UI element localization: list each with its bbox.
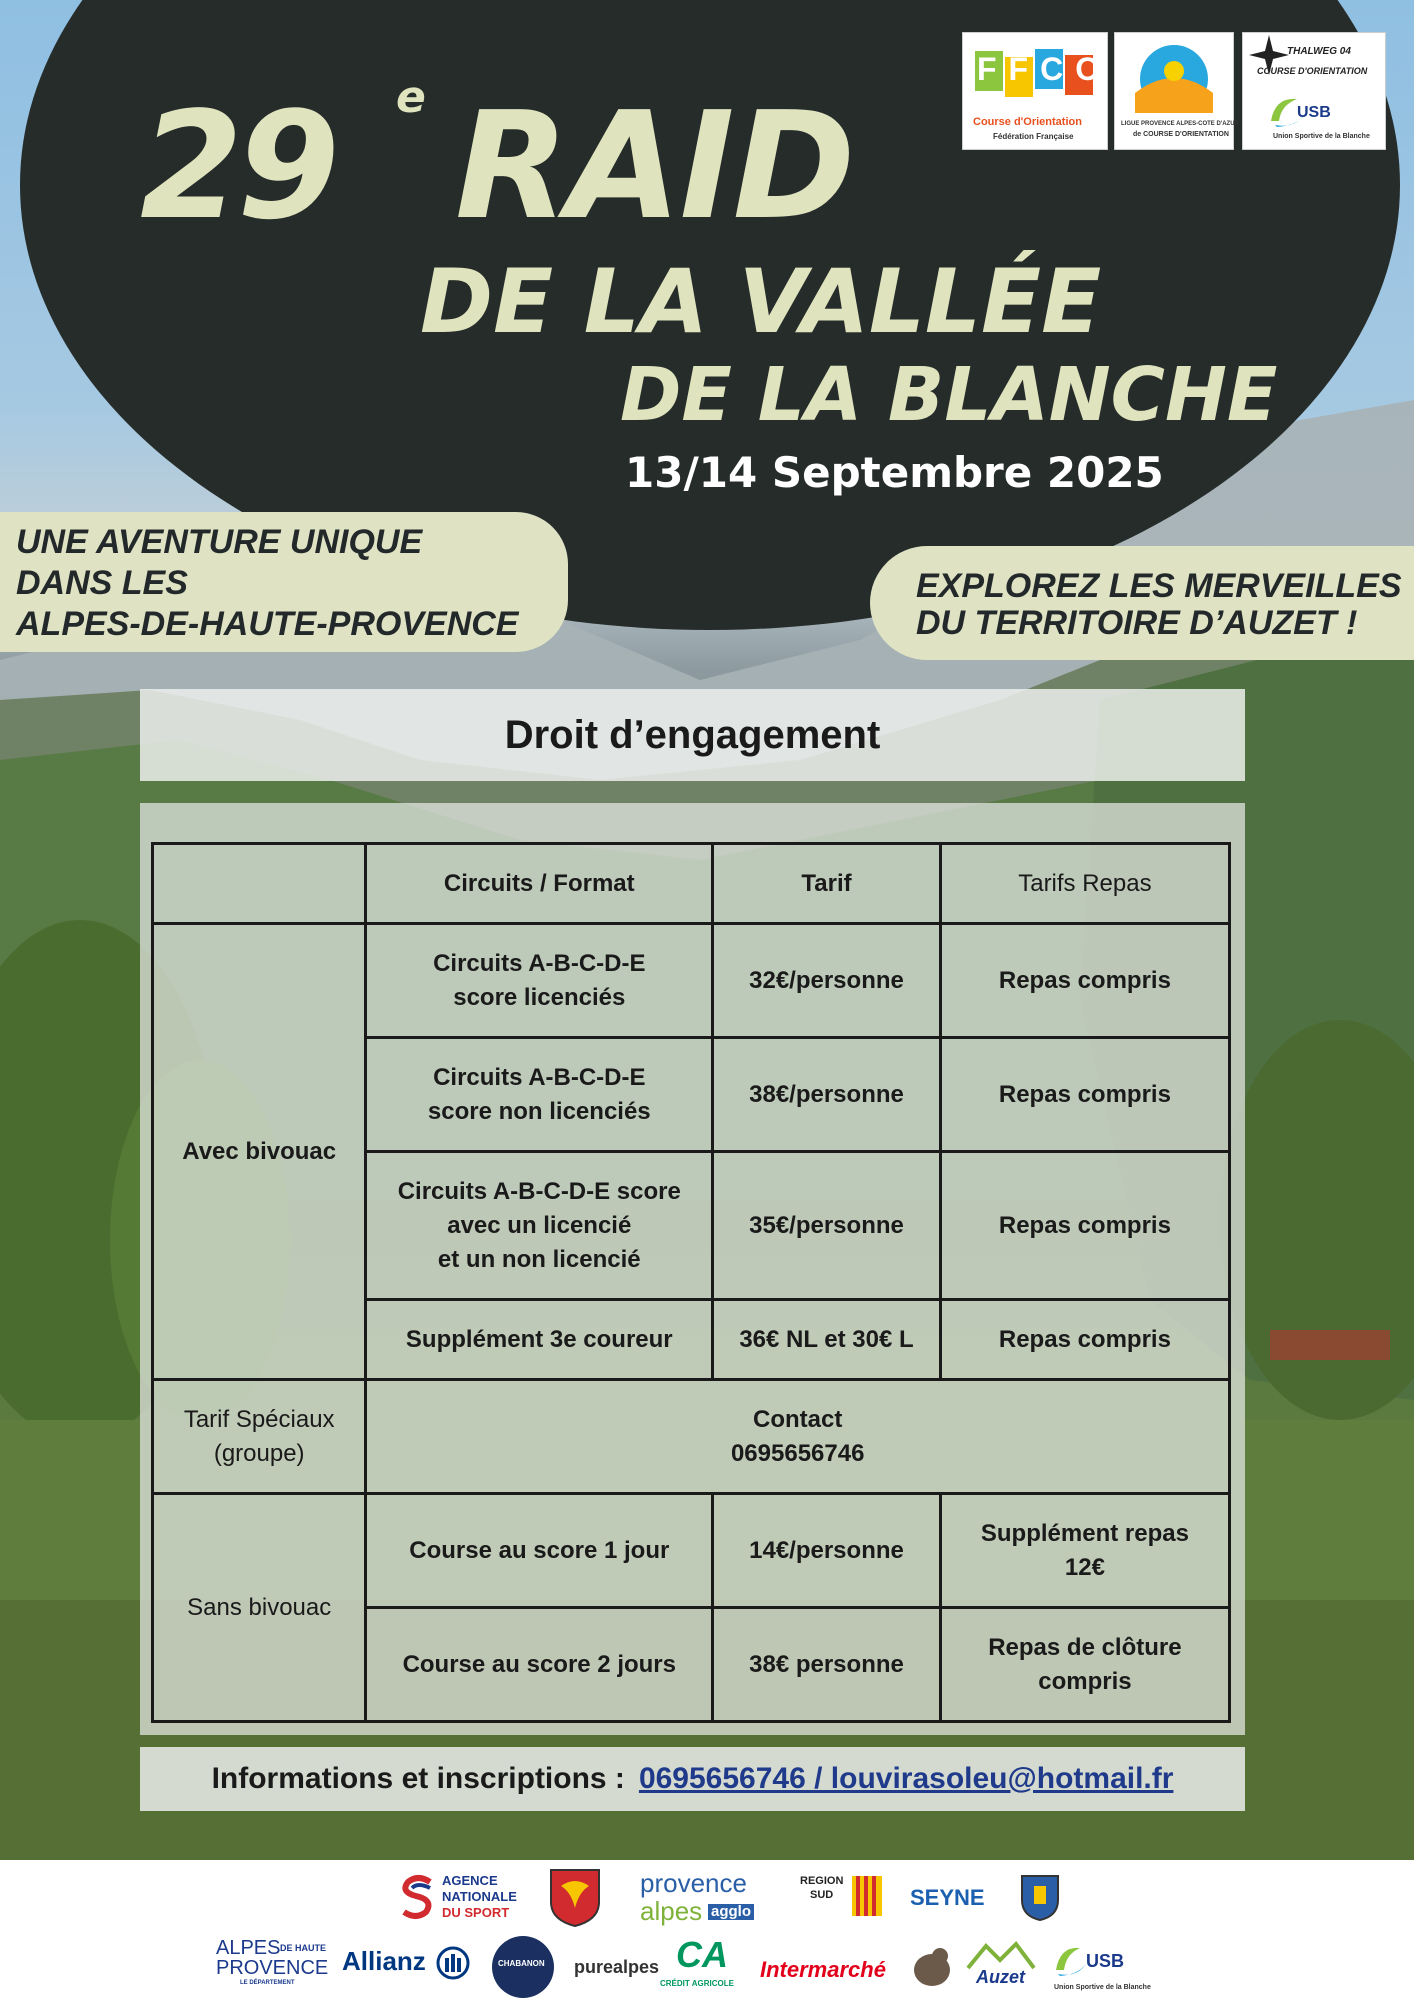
special-label-cell <box>153 1380 366 1494</box>
usb-sub: Union Sportive de la Blanche <box>1054 1984 1151 1991</box>
tagline-right <box>870 546 1414 660</box>
repas-cell: Repas compris <box>940 1152 1229 1300</box>
chabanon-text: CHABANON <box>498 1959 545 1968</box>
tarif-cell: 38€ personne <box>713 1608 941 1722</box>
info-label: Informations et inscriptions : <box>211 1762 625 1795</box>
auzet-text: Auzet <box>976 1967 1025 1987</box>
contact-link[interactable]: 0695656746 / louvirasoleu@hotmail.fr <box>638 1762 1174 1795</box>
ffco-line2: Fédération Française <box>993 132 1074 141</box>
thalweg-line1: THALWEG 04 <box>1287 46 1351 57</box>
title-vallee: DE LA VALLÉE <box>420 250 1102 353</box>
intermarche-logo: Intermarché <box>760 1957 886 1982</box>
provence-text: provence <box>640 1868 747 1898</box>
thalweg-usb-logo <box>1242 32 1386 150</box>
format-line: Circuits A-B-C-D-E <box>433 1063 646 1091</box>
ffco-line1: Course d'Orientation <box>973 116 1082 128</box>
repas-line: Repas de clôture <box>988 1633 1182 1661</box>
town-shield-icon <box>1020 1874 1060 1922</box>
region-line: SUD <box>810 1889 834 1901</box>
alpes-text: alpes <box>640 1896 703 1926</box>
repas-cell <box>940 1608 1229 1722</box>
tagline-left-line: ALPES-DE-HAUTE-PROVENCE <box>16 605 519 643</box>
format-cell <box>366 1152 713 1300</box>
sponsors-footer <box>0 1860 1414 2000</box>
ca-sub: CRÉDIT AGRICOLE <box>660 1979 734 1988</box>
auzet-logo <box>966 1940 1038 1996</box>
usb-logo <box>1052 1940 1170 1996</box>
table-row-special <box>153 1380 1230 1494</box>
ans-line: AGENCE <box>442 1873 498 1888</box>
allianz-text: Allianz <box>342 1946 426 1976</box>
allianz-emblem-icon <box>436 1946 470 1980</box>
format-line: avec un licencié <box>447 1211 632 1239</box>
tarif-cell: 36€ NL et 30€ L <box>713 1300 941 1380</box>
seyne-logo: SEYNE <box>910 1885 985 1910</box>
format-cell: Course au score 2 jours <box>366 1608 713 1722</box>
format-line: score licenciés <box>453 983 626 1011</box>
ligue-logo <box>1114 32 1239 150</box>
tagline-left-line: UNE AVENTURE UNIQUE <box>16 523 423 561</box>
ahp-line: DE HAUTE <box>280 1943 327 1953</box>
thalweg-line2: COURSE D'ORIENTATION <box>1257 66 1368 76</box>
bird-emblem-icon <box>910 1944 954 1990</box>
tagline-right-line: EXPLOREZ LES MERVEILLES <box>916 567 1402 605</box>
ans-s-icon <box>400 1874 436 1920</box>
format-cell: Course au score 1 jour <box>366 1494 713 1608</box>
thalweg-line3: Union Sportive de la Blanche <box>1273 133 1370 140</box>
fees-heading: Droit d’engagement <box>140 689 1245 781</box>
repas-cell: Repas compris <box>940 1300 1229 1380</box>
repas-line: 12€ <box>1064 1553 1105 1581</box>
ans-line: DU SPORT <box>442 1905 510 1920</box>
ffco-logo <box>962 32 1113 150</box>
thalweg-brand: USB <box>1297 104 1331 121</box>
ans-line: NATIONALE <box>442 1889 517 1904</box>
ca-text: CA <box>676 1934 728 1975</box>
tagline-left <box>0 512 568 652</box>
tarif-cell: 38€/personne <box>713 1038 941 1152</box>
credit-agricole-logo <box>660 1936 742 1996</box>
tarif-cell: 35€/personne <box>713 1152 941 1300</box>
allianz-logo <box>342 1946 472 1986</box>
tarif-cell: 32€/personne <box>713 924 941 1038</box>
agglo-text: agglo <box>708 1904 754 1920</box>
repas-cell: Repas compris <box>940 1038 1229 1152</box>
format-line: Circuits A-B-C-D-E <box>433 949 646 977</box>
table-row <box>153 924 1230 1038</box>
info-band <box>140 1747 1245 1811</box>
format-line: Circuits A-B-C-D-E score <box>397 1177 681 1205</box>
format-cell: Supplément 3e coureur <box>366 1300 713 1380</box>
table-header-row <box>153 844 1230 924</box>
ahp-sub: LE DÉPARTEMENT <box>240 1980 295 1986</box>
chabanon-logo <box>492 1936 554 1998</box>
format-cell <box>366 924 713 1038</box>
title-blanche: DE LA BLANCHE <box>620 352 1278 438</box>
header-cell-empty <box>153 844 366 924</box>
ahp-line: ALPES <box>216 1937 281 1959</box>
ans-logo <box>400 1870 530 1926</box>
tagline-left-line: DANS LES <box>16 564 188 602</box>
header-cell-tarif: Tarif <box>713 844 941 924</box>
header-cell-format: Circuits / Format <box>366 844 713 924</box>
ligue-line1: LIGUE PROVENCE ALPES-COTE D'AZUR <box>1121 121 1239 127</box>
repas-line: compris <box>1038 1667 1132 1695</box>
table-row <box>153 1494 1230 1608</box>
region-flag-icon <box>852 1876 882 1916</box>
region-line: REGION <box>800 1875 844 1887</box>
group-sans-bivouac: Sans bivouac <box>153 1494 366 1722</box>
ligue-line2: de COURSE D'ORIENTATION <box>1133 131 1229 138</box>
tagline-right-line: DU TERRITOIRE D’AUZET ! <box>916 604 1358 642</box>
usb-text: USB <box>1086 1951 1125 1971</box>
title-raid: RAID <box>455 80 854 252</box>
repas-cell <box>940 1494 1229 1608</box>
provence-alpes-agglo-logo <box>636 1870 776 1926</box>
event-dates: 13/14 Septembre 2025 <box>625 448 1164 497</box>
special-label-line: (groupe) <box>213 1439 305 1467</box>
ffco-main: FFCO <box>977 51 1113 87</box>
special-contact-cell <box>366 1380 1230 1494</box>
purealpes-logo: purealpes <box>574 1957 660 1977</box>
format-line: score non licenciés <box>427 1097 651 1125</box>
ahp-logo <box>216 1936 336 1992</box>
special-label-line: Tarif Spéciaux <box>183 1405 335 1433</box>
region-sud-logo <box>800 1874 890 1924</box>
ahp-line: PROVENCE <box>216 1957 329 1979</box>
coat-of-arms-icon <box>549 1868 601 1928</box>
contact-phone: 0695656746 <box>730 1439 865 1467</box>
contact-label: Contact <box>753 1405 843 1433</box>
fees-table <box>151 842 1231 1723</box>
edition-suffix: e <box>396 72 426 123</box>
edition-number: 29 <box>140 80 334 252</box>
tarif-cell: 14€/personne <box>713 1494 941 1608</box>
header-cell-repas: Tarifs Repas <box>940 844 1229 924</box>
repas-cell: Repas compris <box>940 924 1229 1038</box>
format-cell <box>366 1038 713 1152</box>
group-avec-bivouac: Avec bivouac <box>153 924 366 1380</box>
format-line: et un non licencié <box>437 1245 641 1273</box>
repas-line: Supplément repas <box>980 1519 1189 1547</box>
